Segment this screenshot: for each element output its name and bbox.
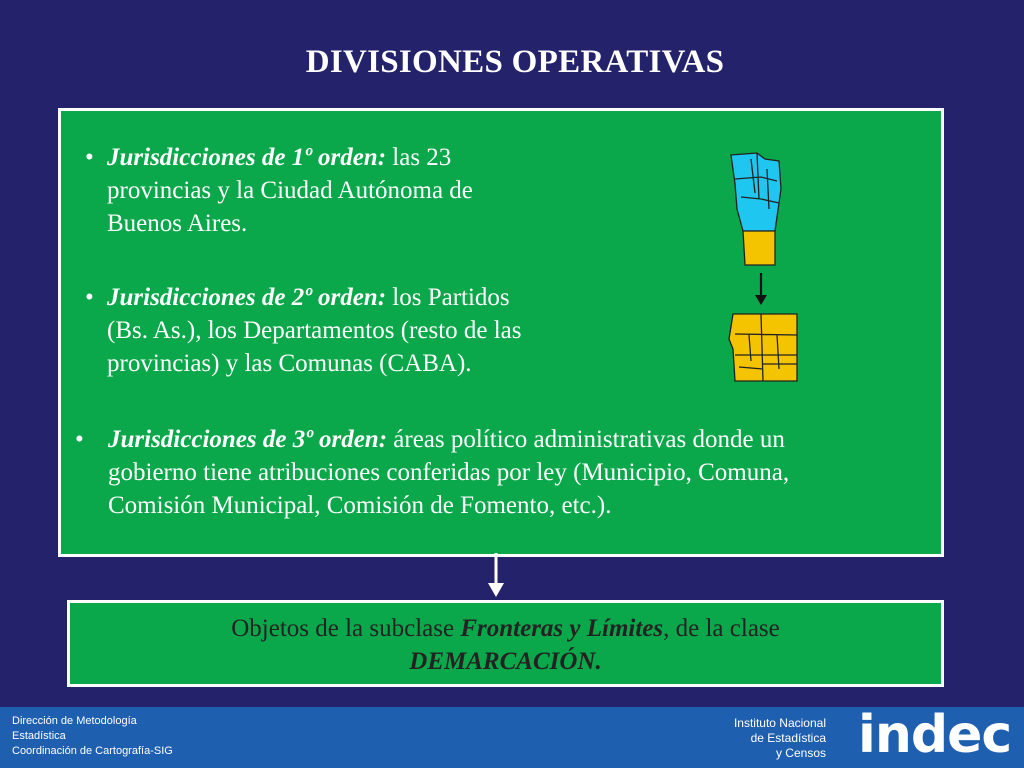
arrow-down-icon [485, 553, 507, 599]
arrow-down-icon [755, 273, 767, 305]
province-map-icon [731, 153, 781, 265]
item-2-line3: provincias) y las Comunas (CABA). [107, 350, 472, 377]
footer-left-line: Estadística [12, 730, 66, 742]
footer-right-line: Instituto Nacional [733, 716, 826, 730]
item-2-heading: Jurisdicciones de 2º orden: [107, 284, 387, 311]
bullet-item-3 [75, 423, 925, 522]
item-3-line3: Comisión Municipal, Comisión de Fomento, etc.). [108, 492, 612, 519]
item-3-line1: áreas político administrativas donde un [387, 426, 785, 453]
conclusion-subclass: Fronteras y Límites [460, 615, 664, 642]
footer-right-line: de Estadística [750, 731, 826, 745]
footer-department [12, 714, 173, 759]
conclusion-box [67, 600, 944, 687]
item-2-line2: (Bs. As.), los Departamentos (resto de las [107, 317, 522, 344]
bullet-marker: • [85, 284, 94, 311]
page-title: DIVISIONES OPERATIVAS [305, 44, 725, 80]
item-1-line1: las 23 [386, 144, 452, 171]
jurisdictions-panel [58, 108, 944, 557]
indec-logo: indec [858, 705, 1012, 765]
item-3-heading: Jurisdicciones de 3º orden: [108, 426, 388, 453]
footer-left-line: Coordinación de Cartografía-SIG [12, 745, 173, 757]
conclusion-prefix: Objetos de la subclase [231, 615, 461, 642]
bullet-marker: • [85, 144, 94, 171]
bullet-item-1 [85, 141, 555, 240]
footer-bar [0, 707, 1024, 768]
item-1-line3: Buenos Aires. [107, 210, 248, 237]
conclusion-class: DEMARCACIÓN. [409, 648, 602, 675]
map-illustration [721, 149, 821, 389]
footer-left-line: Dirección de Metodología [12, 715, 137, 727]
item-2-line1: los Partidos [386, 284, 510, 311]
item-1-heading: Jurisdicciones de 1º orden: [107, 144, 387, 171]
district-map-icon [729, 314, 797, 381]
footer-right-line: y Censos [775, 746, 826, 760]
bullet-marker: • [75, 426, 84, 453]
item-1-line2: provincias y la Ciudad Autónoma de [107, 177, 473, 204]
footer-institute [734, 716, 826, 761]
bullet-item-2 [85, 281, 605, 380]
conclusion-middle: , de la clase [663, 615, 780, 642]
item-3-line2: gobierno tiene atribuciones conferidas por ley (Municipio, Comuna, [108, 459, 790, 486]
